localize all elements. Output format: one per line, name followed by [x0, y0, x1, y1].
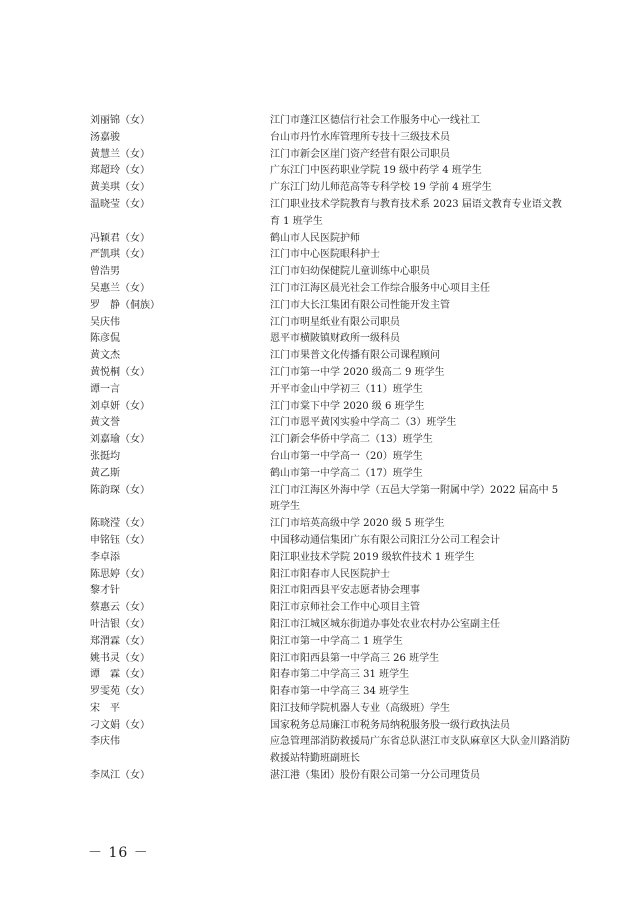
person-affiliation: 湛江港（集团）股份有限公司第一分公司理货员 [270, 770, 480, 782]
person-affiliation: 江门新会华侨中学高二（13）班学生 [270, 434, 433, 446]
person-name: 黄慧兰（女） [90, 148, 150, 160]
list-item [90, 163, 570, 180]
list-item [90, 415, 570, 432]
person-affiliation: 阳江市江城区城东街道办事处农业农村办公室副主任 [270, 618, 500, 630]
list-item [90, 399, 570, 416]
list-item [90, 281, 570, 298]
person-affiliation: 江门市棠下中学 2020 级 6 班学生 [270, 400, 425, 412]
list-item [90, 516, 570, 533]
list-item [90, 483, 570, 517]
list-item [90, 247, 570, 264]
person-affiliation: 江门市培英高级中学 2020 级 5 班学生 [270, 518, 445, 530]
person-name: 吴庆伟 [90, 316, 120, 328]
person-name: 叶洁银（女） [90, 618, 150, 630]
person-name: 刁文娟（女） [90, 719, 150, 731]
list-item [90, 734, 570, 768]
person-name: 温晓莹（女） [90, 198, 150, 210]
list-item [90, 600, 570, 617]
person-affiliation: 阳江市阳西县第一中学高三 26 班学生 [270, 652, 440, 664]
list-item [90, 718, 570, 735]
person-name: 黄美琪（女） [90, 182, 150, 194]
person-name: 郑渭霖（女） [90, 635, 150, 647]
person-name: 严凯琪（女） [90, 249, 150, 261]
person-name: 谭 霖（女） [90, 669, 150, 681]
person-name: 谭一言 [90, 383, 120, 395]
person-name: 李卓添 [90, 551, 120, 563]
person-affiliation: 应急管理部消防救援局广东省总队湛江市支队麻章区大队金川路消防救援站特勤班副班长 [270, 736, 570, 765]
list-item [90, 264, 570, 281]
person-affiliation: 开平市金山中学初三（11）班学生 [270, 383, 423, 395]
person-affiliation: 鹤山市人民医院护师 [270, 232, 360, 244]
list-item [90, 180, 570, 197]
person-name: 陈彦侃 [90, 333, 120, 345]
person-affiliation: 广东江门幼儿师范高等专科学校 19 学前 4 班学生 [270, 182, 492, 194]
person-name: 汤嘉骏 [90, 131, 120, 143]
person-affiliation: 江门市新会区崖门资产经营有限公司职员 [270, 148, 450, 160]
person-name: 曾浩男 [90, 266, 120, 278]
person-affiliation: 江门市明星纸业有限公司职员 [270, 316, 400, 328]
person-name: 冯颖君（女） [90, 232, 150, 244]
list-item [90, 651, 570, 668]
list-item [90, 533, 570, 550]
person-name: 申铭钰（女） [90, 534, 150, 546]
person-affiliation: 江门职业技术学院教育与教育技术系 2023 届语文教育专业语文教育 1 班学生 [270, 198, 562, 227]
honor-list [90, 113, 570, 785]
person-affiliation: 阳江市阳春市人民医院护士 [270, 568, 390, 580]
person-affiliation: 中国移动通信集团广东有限公司阳江分公司工程会计 [270, 534, 500, 546]
list-item [90, 130, 570, 147]
page-number: － 16 － [88, 845, 149, 861]
person-name: 刘丽锦（女） [90, 115, 150, 126]
list-item [90, 382, 570, 399]
person-affiliation: 江门市江海区外海中学（五邑大学第一附属中学）2022 届高中 5 班学生 [270, 484, 559, 513]
list-item [90, 466, 570, 483]
person-name: 陈晓滢（女） [90, 518, 150, 530]
person-affiliation: 鹤山市第一中学高二（17）班学生 [270, 467, 423, 479]
person-name: 蔡惠云（女） [90, 602, 150, 614]
list-item [90, 298, 570, 315]
person-name: 黎才针 [90, 585, 120, 597]
person-name: 张挺均 [90, 450, 120, 462]
list-item [90, 617, 570, 634]
list-item [90, 315, 570, 332]
person-name: 李庆伟 [90, 736, 120, 748]
person-affiliation: 江门市中心医院眼科护士 [270, 249, 380, 261]
list-item [90, 550, 570, 567]
person-name: 罗 静（侗族） [90, 299, 160, 311]
person-name: 宋 平 [90, 702, 120, 714]
list-item [90, 113, 570, 130]
list-item [90, 583, 570, 600]
person-affiliation: 江门市江海区晨光社会工作综合服务中心项目主任 [270, 282, 490, 294]
person-name: 郑超玲（女） [90, 165, 150, 177]
person-affiliation: 江门市果普文化传播有限公司课程顾问 [270, 350, 440, 362]
list-item [90, 634, 570, 651]
person-name: 陈思婷（女） [90, 568, 150, 580]
list-item [90, 567, 570, 584]
person-name: 李凤江（女） [90, 770, 150, 782]
list-item [90, 432, 570, 449]
person-affiliation: 国家税务总局廉江市税务局纳税服务股一级行政执法员 [270, 719, 510, 731]
person-affiliation: 阳江市第一中学高二 1 班学生 [270, 635, 403, 647]
person-affiliation: 台山市丹竹水库管理所专技十三级技术员 [270, 131, 450, 143]
person-affiliation: 阳江市阳西县平安志愿者协会理事 [270, 585, 420, 597]
person-name: 姚书灵（女） [90, 652, 150, 664]
person-affiliation: 阳春市第一中学高三 34 班学生 [270, 686, 410, 698]
list-item [90, 449, 570, 466]
person-affiliation: 阳春市第二中学高三 31 班学生 [270, 669, 410, 681]
person-name: 刘卓妍（女） [90, 400, 150, 412]
person-affiliation: 江门市恩平黄冈实验中学高二（3）班学生 [270, 417, 457, 429]
person-affiliation: 江门市大长江集团有限公司性能开发主管 [270, 299, 450, 311]
list-item [90, 231, 570, 248]
person-affiliation: 江门市妇幼保健院儿童训练中心职员 [270, 266, 430, 278]
person-affiliation: 江门市蓬江区德信行社会工作服务中心一线社工 [270, 115, 480, 126]
list-item [90, 348, 570, 365]
person-name: 黄悦桐（女） [90, 366, 150, 378]
person-name: 黄文誉 [90, 417, 120, 429]
list-item [90, 365, 570, 382]
list-item [90, 197, 570, 231]
person-affiliation: 广东江门中医药职业学院 19 级中药学 4 班学生 [270, 165, 482, 177]
person-name: 黄乙斯 [90, 467, 120, 479]
person-affiliation: 阳江职业技术学院 2019 级软件技术 1 班学生 [270, 551, 475, 563]
person-name: 吴惠兰（女） [90, 282, 150, 294]
person-affiliation: 台山市第一中学高一（20）班学生 [270, 450, 423, 462]
person-name: 刘嘉瑜（女） [90, 434, 150, 446]
person-affiliation: 恩平市横陂镇财政所一级科员 [270, 333, 400, 345]
list-item [90, 768, 570, 785]
list-item [90, 701, 570, 718]
list-item [90, 147, 570, 164]
list-item [90, 331, 570, 348]
person-affiliation: 阳江市京师社会工作中心项目主管 [270, 602, 420, 614]
person-name: 陈韵琛（女） [90, 484, 150, 496]
person-name: 罗雯苑（女） [90, 686, 150, 698]
person-affiliation: 阳江技师学院机器人专业（高级班）学生 [270, 702, 450, 714]
list-item [90, 684, 570, 701]
list-item [90, 667, 570, 684]
person-name: 黄文杰 [90, 350, 120, 362]
person-affiliation: 江门市第一中学 2020 级高二 9 班学生 [270, 366, 445, 378]
